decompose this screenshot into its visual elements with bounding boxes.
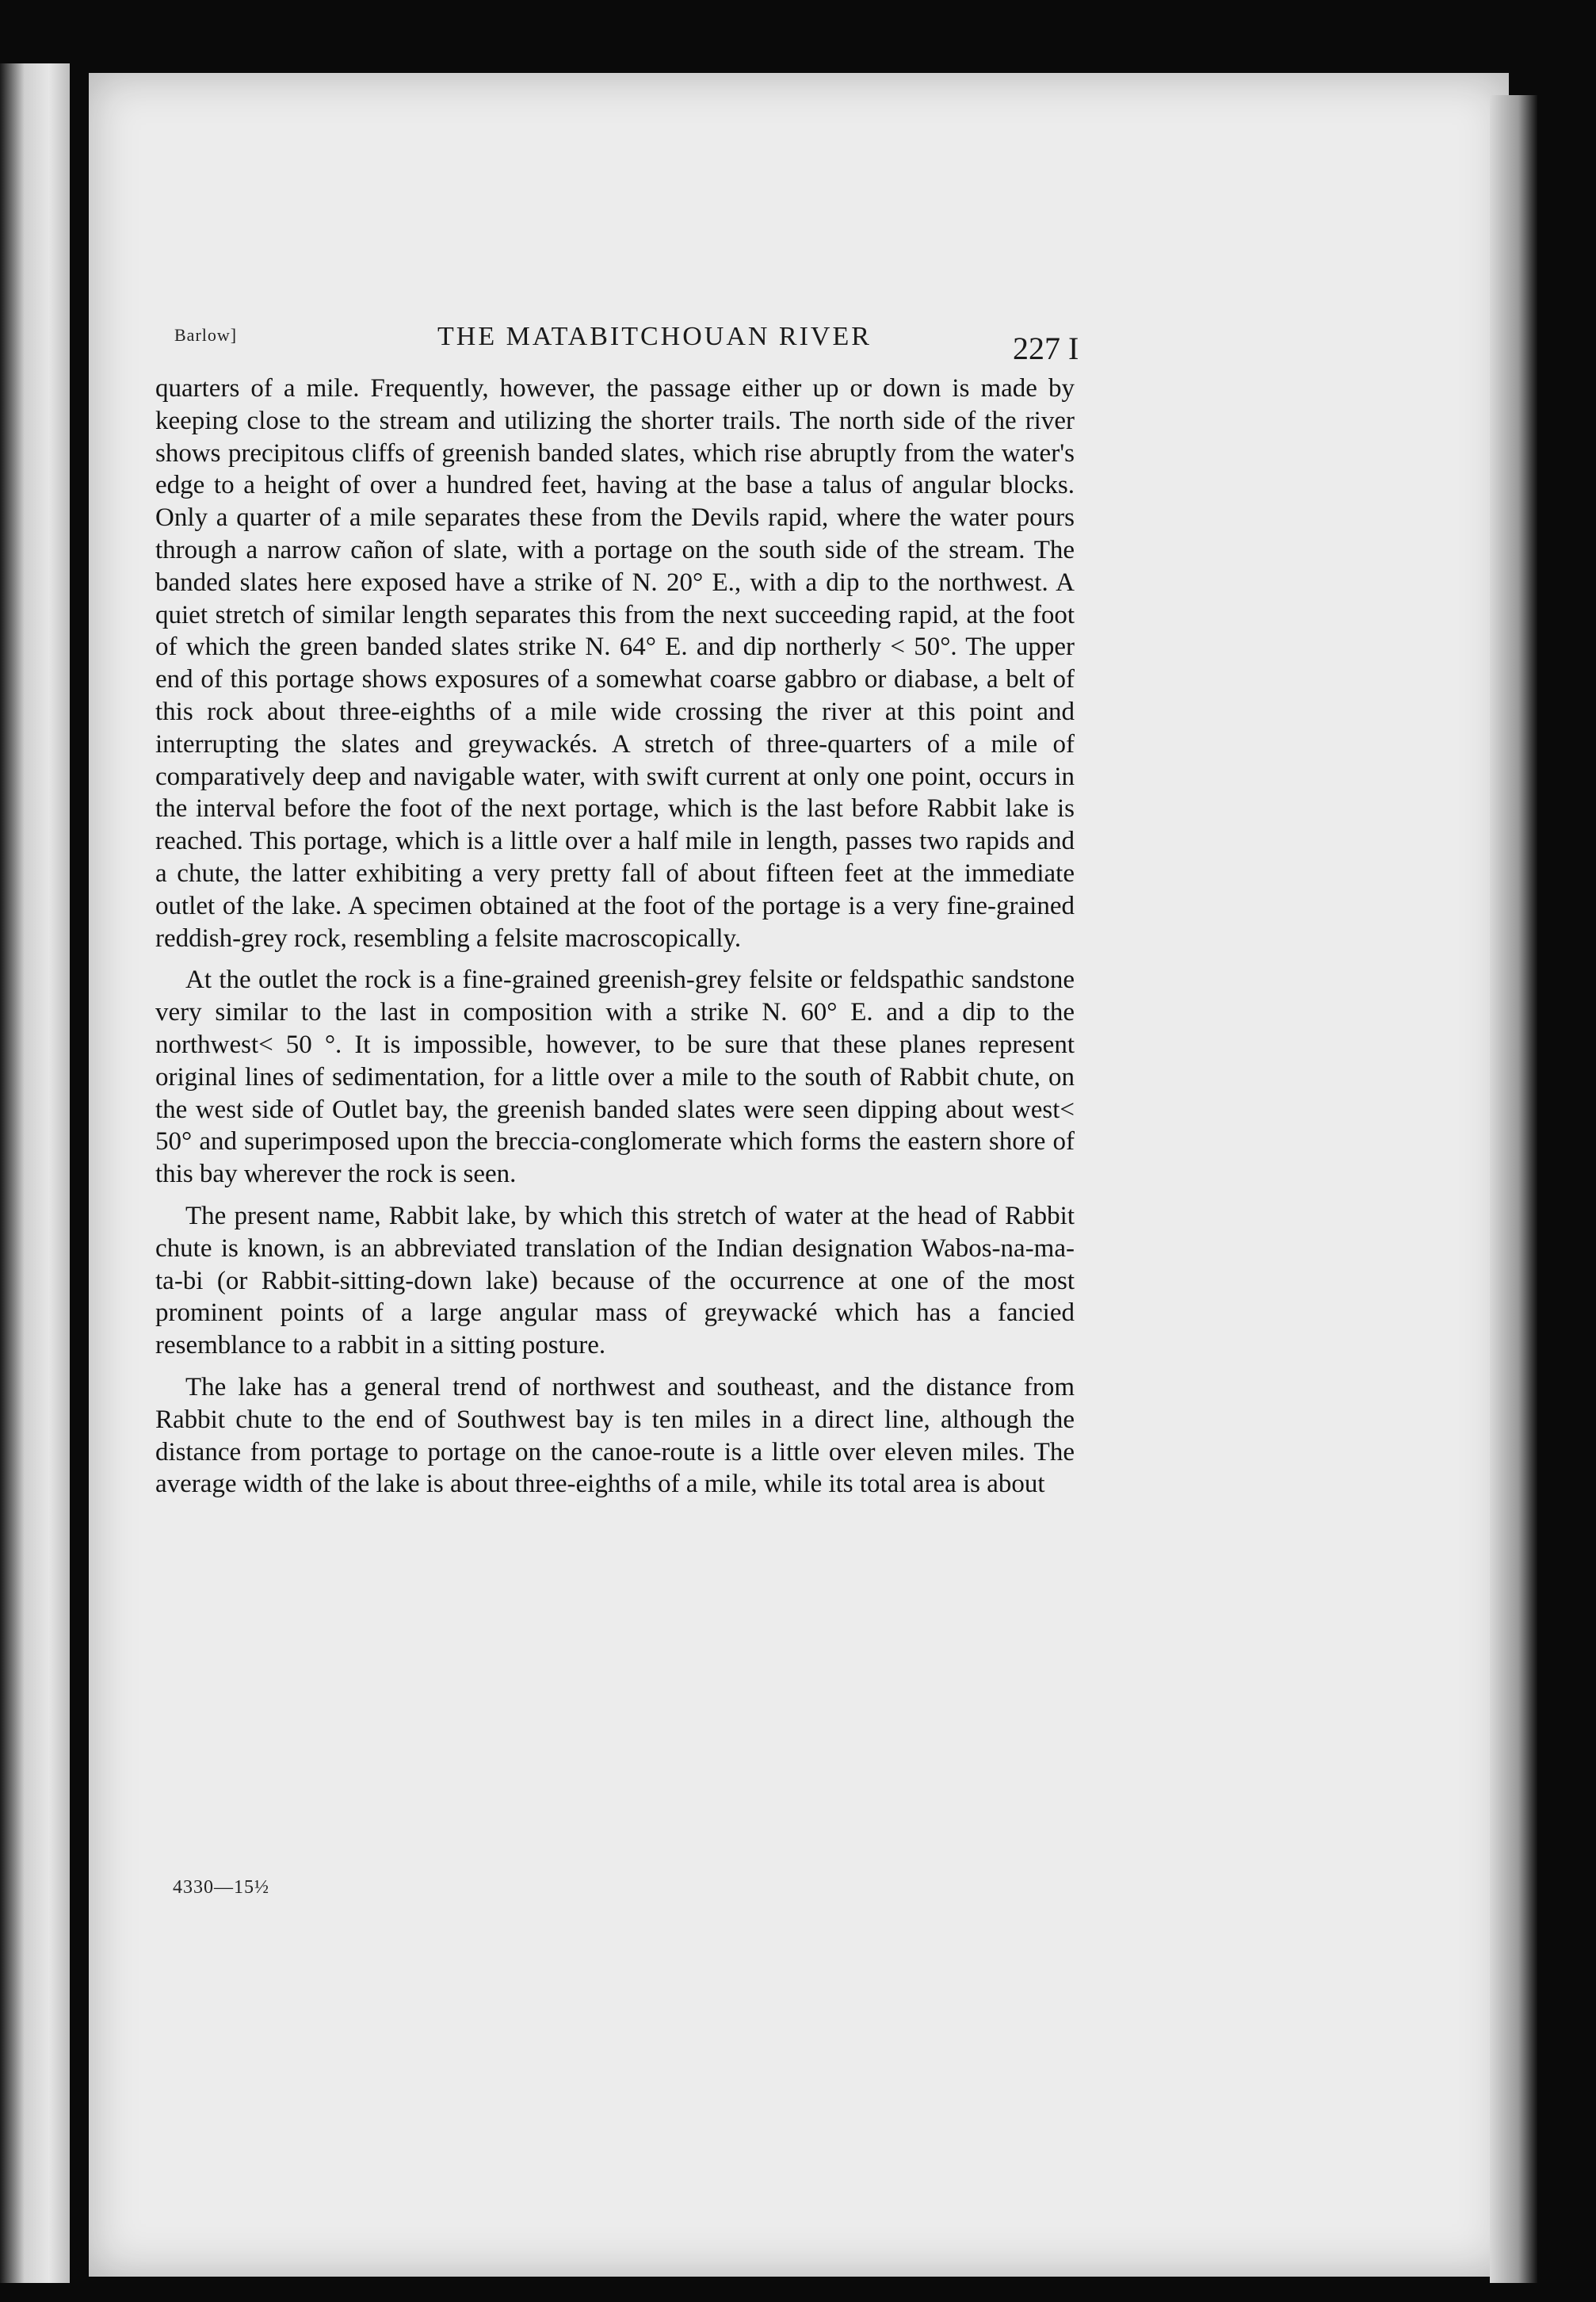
printer-signature: 4330—15½ [173,1877,269,1898]
paragraph-4: The lake has a general trend of northwest and southeast, and the distance from Rabbit chute to the end of Southwest bay is ten miles in a direct line, although the distance from portage to portage on the canoe-route is a little over eleven miles. The average width of the lake is about three-eighths of a mile, while its total area is about [155,1372,1075,1499]
running-header [174,322,1117,366]
running-author: Barlow] [174,325,238,345]
running-title: THE MATABITCHOUAN RIVER [437,322,872,351]
page-stack-edge [1490,95,1537,2283]
paragraph-1: quarters of a mile. Frequently, however, the passage either up or down is made by keeping close to the stream and utilizing the shorter trails. The north side of the river shows precipitous cliffs of greenish banded slates, which rise abruptly from the water's edge to a height of over a hundred feet, having at the base a talus of angular blocks. Only a quarter of a mile separates these from the Devils rapid, where the water pours through a narrow cañon of slate, with a portage on the south side of the stream. The banded slates here exposed have a strike of N. 20° E., with a dip to the northwest. A quiet stretch of similar length separates this from the next succeeding rapid, at the foot of which the green banded slates strike N. 64° E. and dip northerly < 50°. The upper end of this portage shows exposures of a somewhat coarse gabbro or diabase, a belt of this rock about three-eighths of a mile wide crossing the river at this point and interrupting the slates and greywackés. A stretch of three-quarters of a mile of comparatively deep and navigable water, with swift current at only one point, occurs in the interval before the foot of the next portage, which is the last before Rabbit lake is reached. This portage, which is a little over a half mile in length, passes two rapids and a chute, the latter exhibiting a very pretty fall of about fifteen feet at the immediate outlet of the lake. A specimen obtained at the foot of the portage is a very fine-grained reddish-grey rock, resembling a felsite macroscopically. [155,374,1075,953]
body-text [155,373,1075,1501]
page-number: 227 I [1013,331,1079,366]
paragraph-2: At the outlet the rock is a fine-grained greenish-grey felsite or feldspathic sandstone very similar to the last in composition with a strike N. 60° E. and a dip to the northwest< 50 °. It is impossible, however, to be sure that these planes represent original lines of sedimentation, for a little over a mile to the south of Rabbit chute, on the west side of Outlet bay, the greenish banded slates were seen dipping about west< 50° and superimposed upon the breccia-conglomerate which forms the eastern shore of this bay wherever the rock is seen. [155,966,1075,1189]
adjacent-page-edge [0,63,70,2283]
paragraph-3: The present name, Rabbit lake, by which this stretch of water at the head of Rabbit chute is known, is an abbreviated translation of the Indian designation Wabos-na-ma-ta-bi (or Rabbit-sitting-down lake) because of the occurrence at one of the most prominent points of a large angular mass of greywacké which has a fancied resemblance to a rabbit in a sitting posture. [155,1201,1075,1360]
